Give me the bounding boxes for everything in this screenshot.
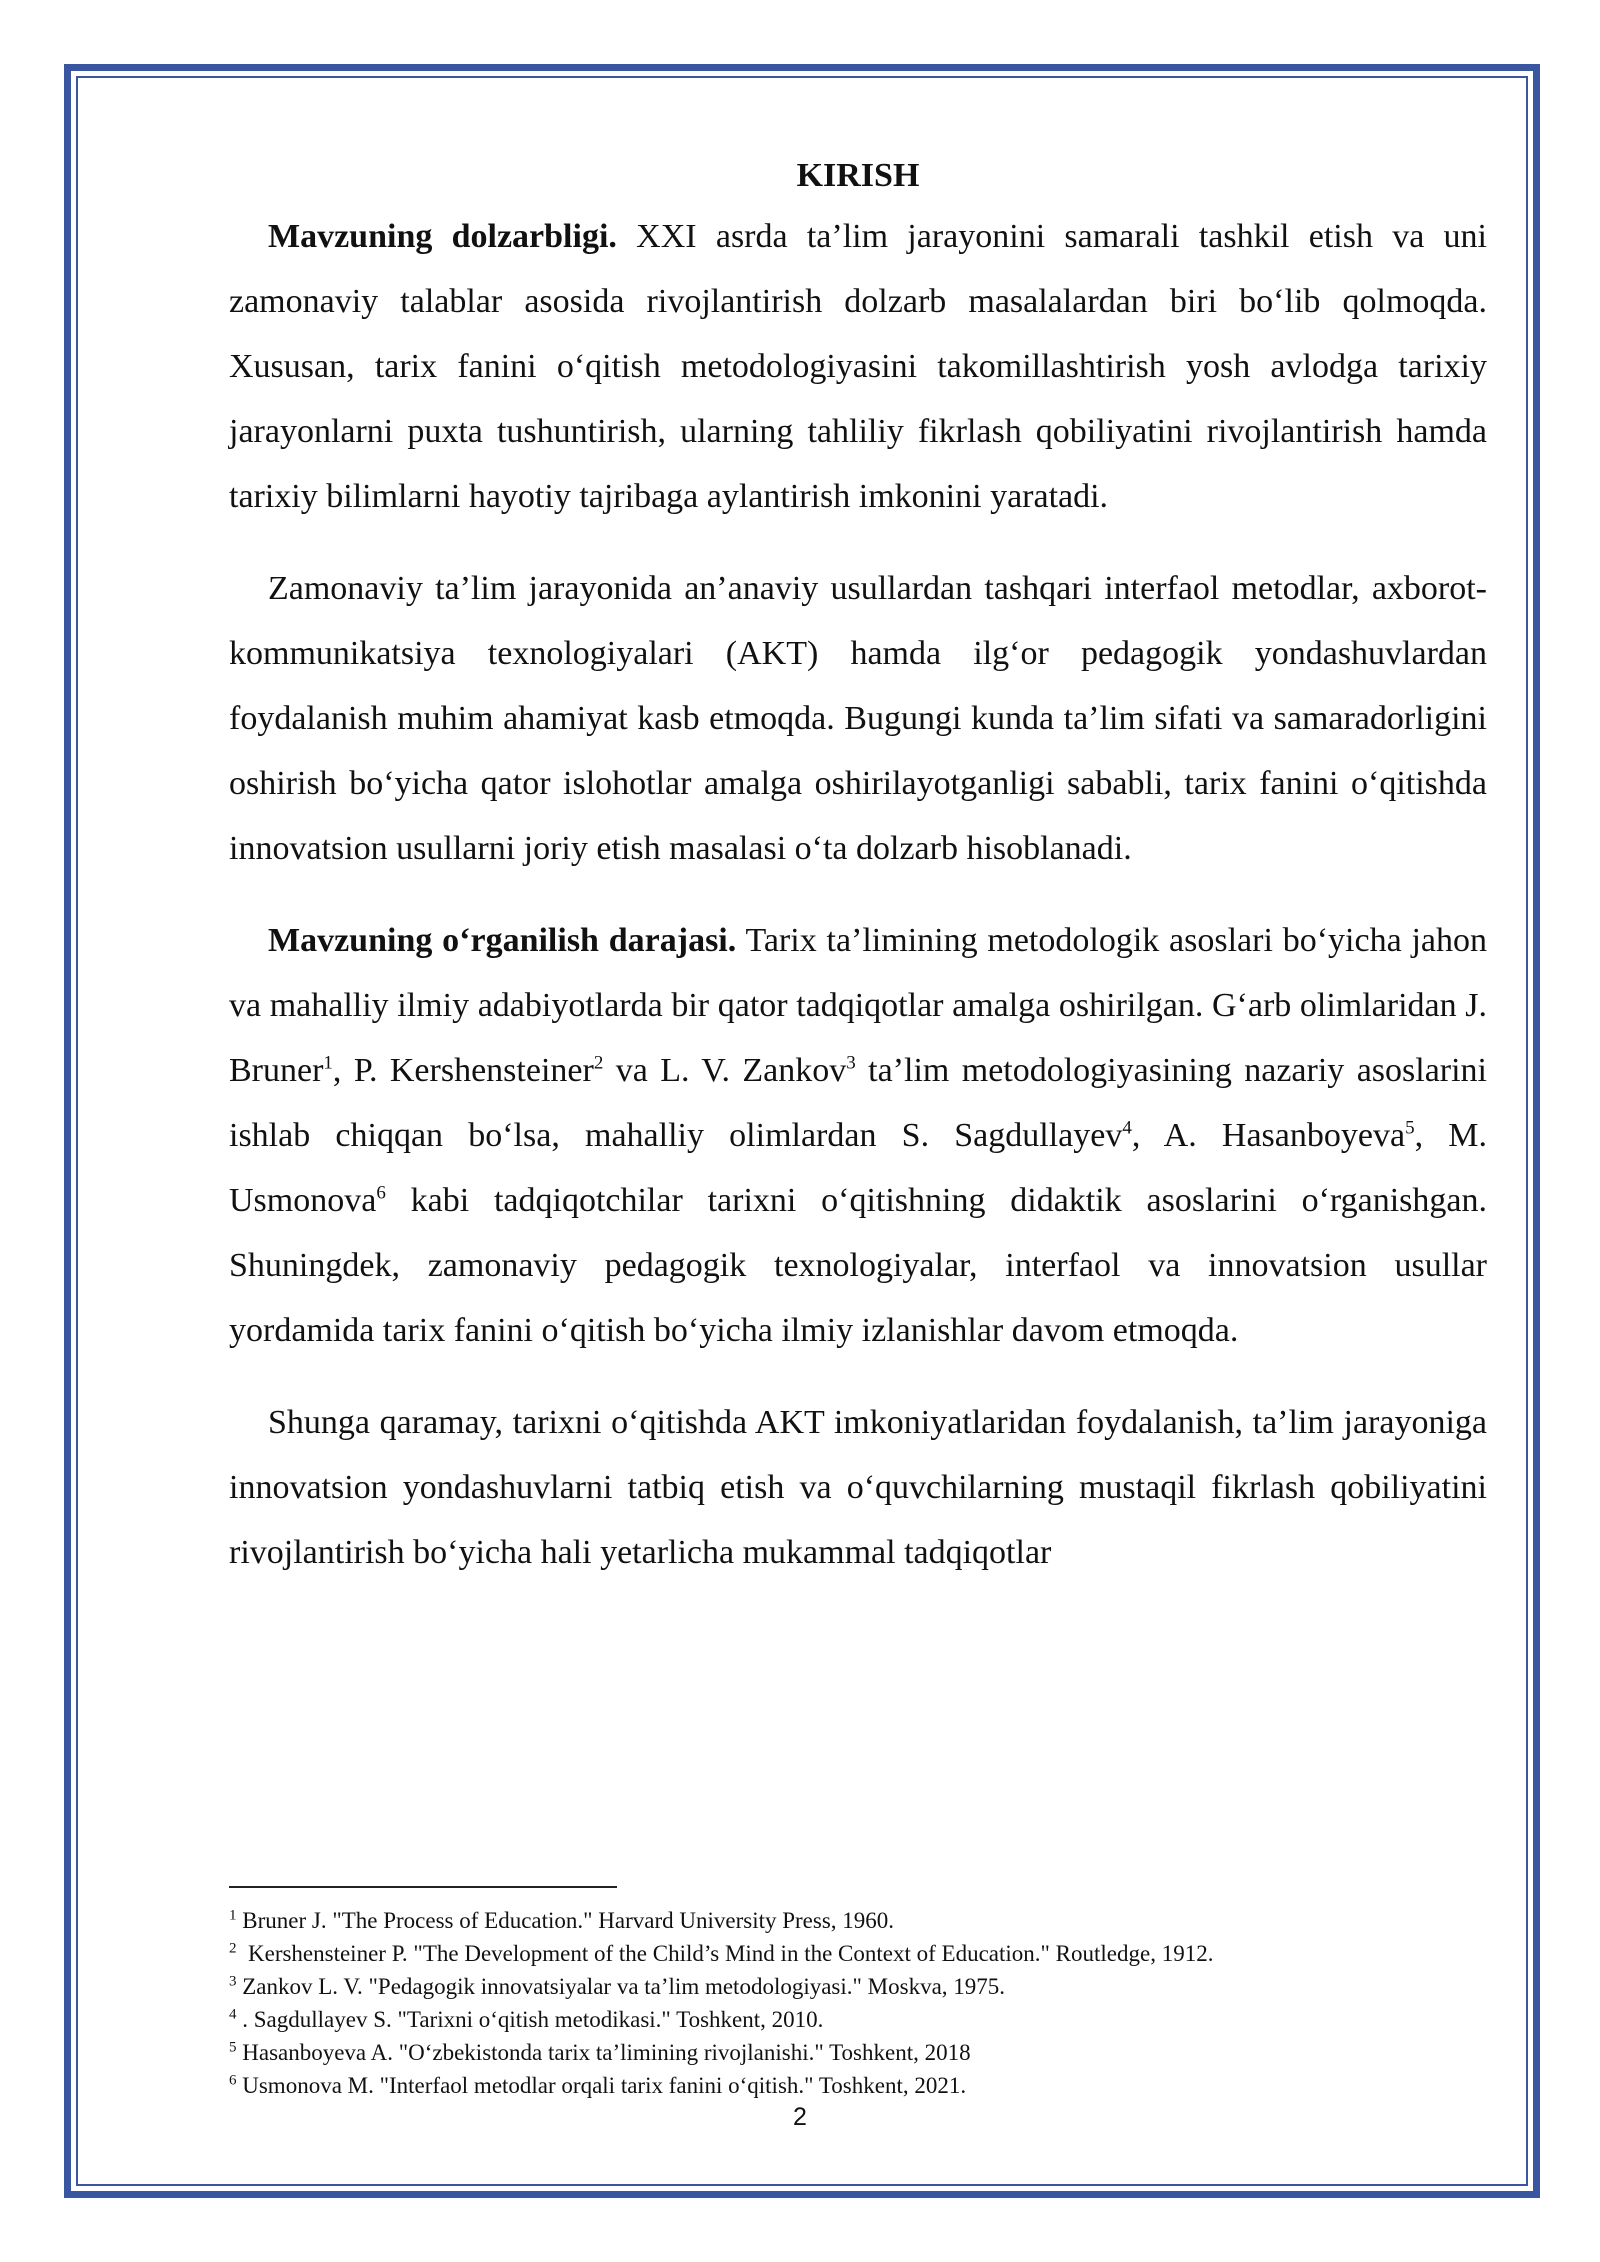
- footnotes: [229, 1904, 1487, 2102]
- footnote-mark: 4: [229, 2006, 237, 2023]
- paragraph-text: va L. V. Zankov: [603, 1052, 847, 1089]
- footnote-text: Zankov L. V. "Pedagogik innovatsiyalar va ta’lim metodologiyasi." Moskva, 1975.: [236, 1974, 1006, 1999]
- footnote-ref[interactable]: 4: [1122, 1117, 1132, 1139]
- footnote-item: [229, 1904, 1487, 1937]
- page-title: KIRISH: [796, 157, 920, 194]
- paragraph-text: Zamonaviy ta’lim jarayonida an’anaviy usullardan tashqari interfaol metodlar, axborot-kommunikatsiya texnologiyalari (AKT) hamda ilg‘or pedagogik yondashuvlardan foydalanish muhim ahamiyat kasb etmoqda. Bugungi kunda ta’lim sifati va samaradorligini oshirish bo‘yicha qator islohotlar amalga oshirilayotganligi sababli, tarix fanini o‘qitishda innovatsion usullarni joriy etish masalasi o‘ta dolzarb hisoblanadi.: [229, 570, 1487, 867]
- paragraph-text: , A. Hasanboyeva: [1131, 1117, 1406, 1154]
- paragraph-text: ta’lim metodologiyasining nazariy asoslarini ishlab chiqqan bo‘lsa, mahalliy olimlardan S. Sagdullayev: [229, 1052, 1488, 1154]
- footnote-ref[interactable]: 3: [846, 1052, 856, 1074]
- paragraph-text: XXI asrda ta’lim jarayonini samarali tashkil etish va uni zamonaviy talablar asosida rivojlantirish dolzarb masalalardan biri bo‘lib qolmoqda. Xususan, tarix fanini o‘qitish metodologiyasini takomillashtirish yosh avlodga tarixiy jarayonlarni puxta tushuntirish, ularning tahliliy fikrlash qobiliyatini rivojlantirish hamda tarixiy bilimlarni hayotiy tajribaga aylantirish imkonini yaratadi.: [229, 218, 1487, 515]
- footnote-item: [229, 1970, 1487, 2003]
- footnote-text: Bruner J. "The Process of Education." Harvard University Press, 1960.: [236, 1908, 895, 1933]
- document-body: [229, 148, 1487, 1585]
- footnote-separator: [229, 1886, 617, 1888]
- paragraph-text: , M. Usmonova: [229, 1117, 1487, 1219]
- paragraph-heading-research-degree: Mavzuning o‘rganilish darajasi.: [268, 922, 737, 959]
- paragraph-modern-education: [229, 556, 1487, 881]
- page-number: 2: [793, 2103, 807, 2131]
- footnote-ref[interactable]: 2: [593, 1052, 604, 1074]
- footnote-mark: 5: [229, 2039, 237, 2056]
- footnote-text: Kershensteiner P. "The Development of the Child’s Mind in the Context of Education." Routledge, 1912.: [236, 1941, 1214, 1966]
- paragraph-text: Shunga qaramay, tarixni o‘qitishda AKT imkoniyatlaridan foydalanish, ta’lim jarayoniga innovatsion yondashuvlarni tatbiq etish va o‘quvchilarning mustaqil fikrlash qobiliyatini rivojlantirish bo‘yicha hali yetarlicha mukammal tadqiqotlar: [229, 1404, 1487, 1571]
- footnote-text: Usmonova M. "Interfaol metodlar orqali tarix fanini o‘qitish." Toshkent, 2021.: [236, 2073, 967, 2098]
- footnote-item: [229, 2036, 1487, 2069]
- paragraph-text: , P. Kershensteiner: [332, 1052, 594, 1089]
- paragraph-text: kabi tadqiqotchilar tarixni o‘qitishning didaktik asoslarini o‘rganishgan. Shuningdek, zamonaviy pedagogik texnologiyalar, interfaol va innovatsion usullar yordamida tarix fanini o‘qitish bo‘yicha ilmiy izlanishlar davom etmoqda.: [229, 1182, 1487, 1349]
- footnote-mark: 6: [229, 2072, 237, 2089]
- paragraph-text: Tarix ta’limining metodologik asoslari bo‘yicha jahon va mahalliy ilmiy adabiyotlarda bir qator tadqiqotlar amalga oshirilgan. G‘arb olimlaridan J. Bruner: [229, 922, 1487, 1089]
- footnote-item: [229, 2069, 1487, 2102]
- footnote-text: . Sagdullayev S. "Tarixni o‘qitish metodikasi." Toshkent, 2010.: [236, 2007, 824, 2032]
- footnote-item: [229, 1937, 1487, 1970]
- footnote-mark: 2: [229, 1940, 237, 1957]
- footnote-ref[interactable]: 6: [376, 1182, 386, 1204]
- footnote-mark: 3: [229, 1973, 237, 1990]
- paragraph-heading-relevance: Mavzuning dolzarbligi.: [268, 218, 617, 255]
- footnote-ref[interactable]: 5: [1405, 1117, 1415, 1139]
- footnote-text: Hasanboyeva A. "O‘zbekistonda tarix ta’limining rivojlanishi." Toshkent, 2018: [236, 2040, 971, 2065]
- paragraph-relevance: [229, 204, 1487, 529]
- paragraph-research-degree: [229, 908, 1487, 1363]
- footnote-mark: 1: [229, 1907, 237, 1924]
- paragraph-nevertheless: [229, 1390, 1487, 1585]
- footnote-ref[interactable]: 1: [323, 1052, 333, 1074]
- footnote-item: [229, 2003, 1487, 2036]
